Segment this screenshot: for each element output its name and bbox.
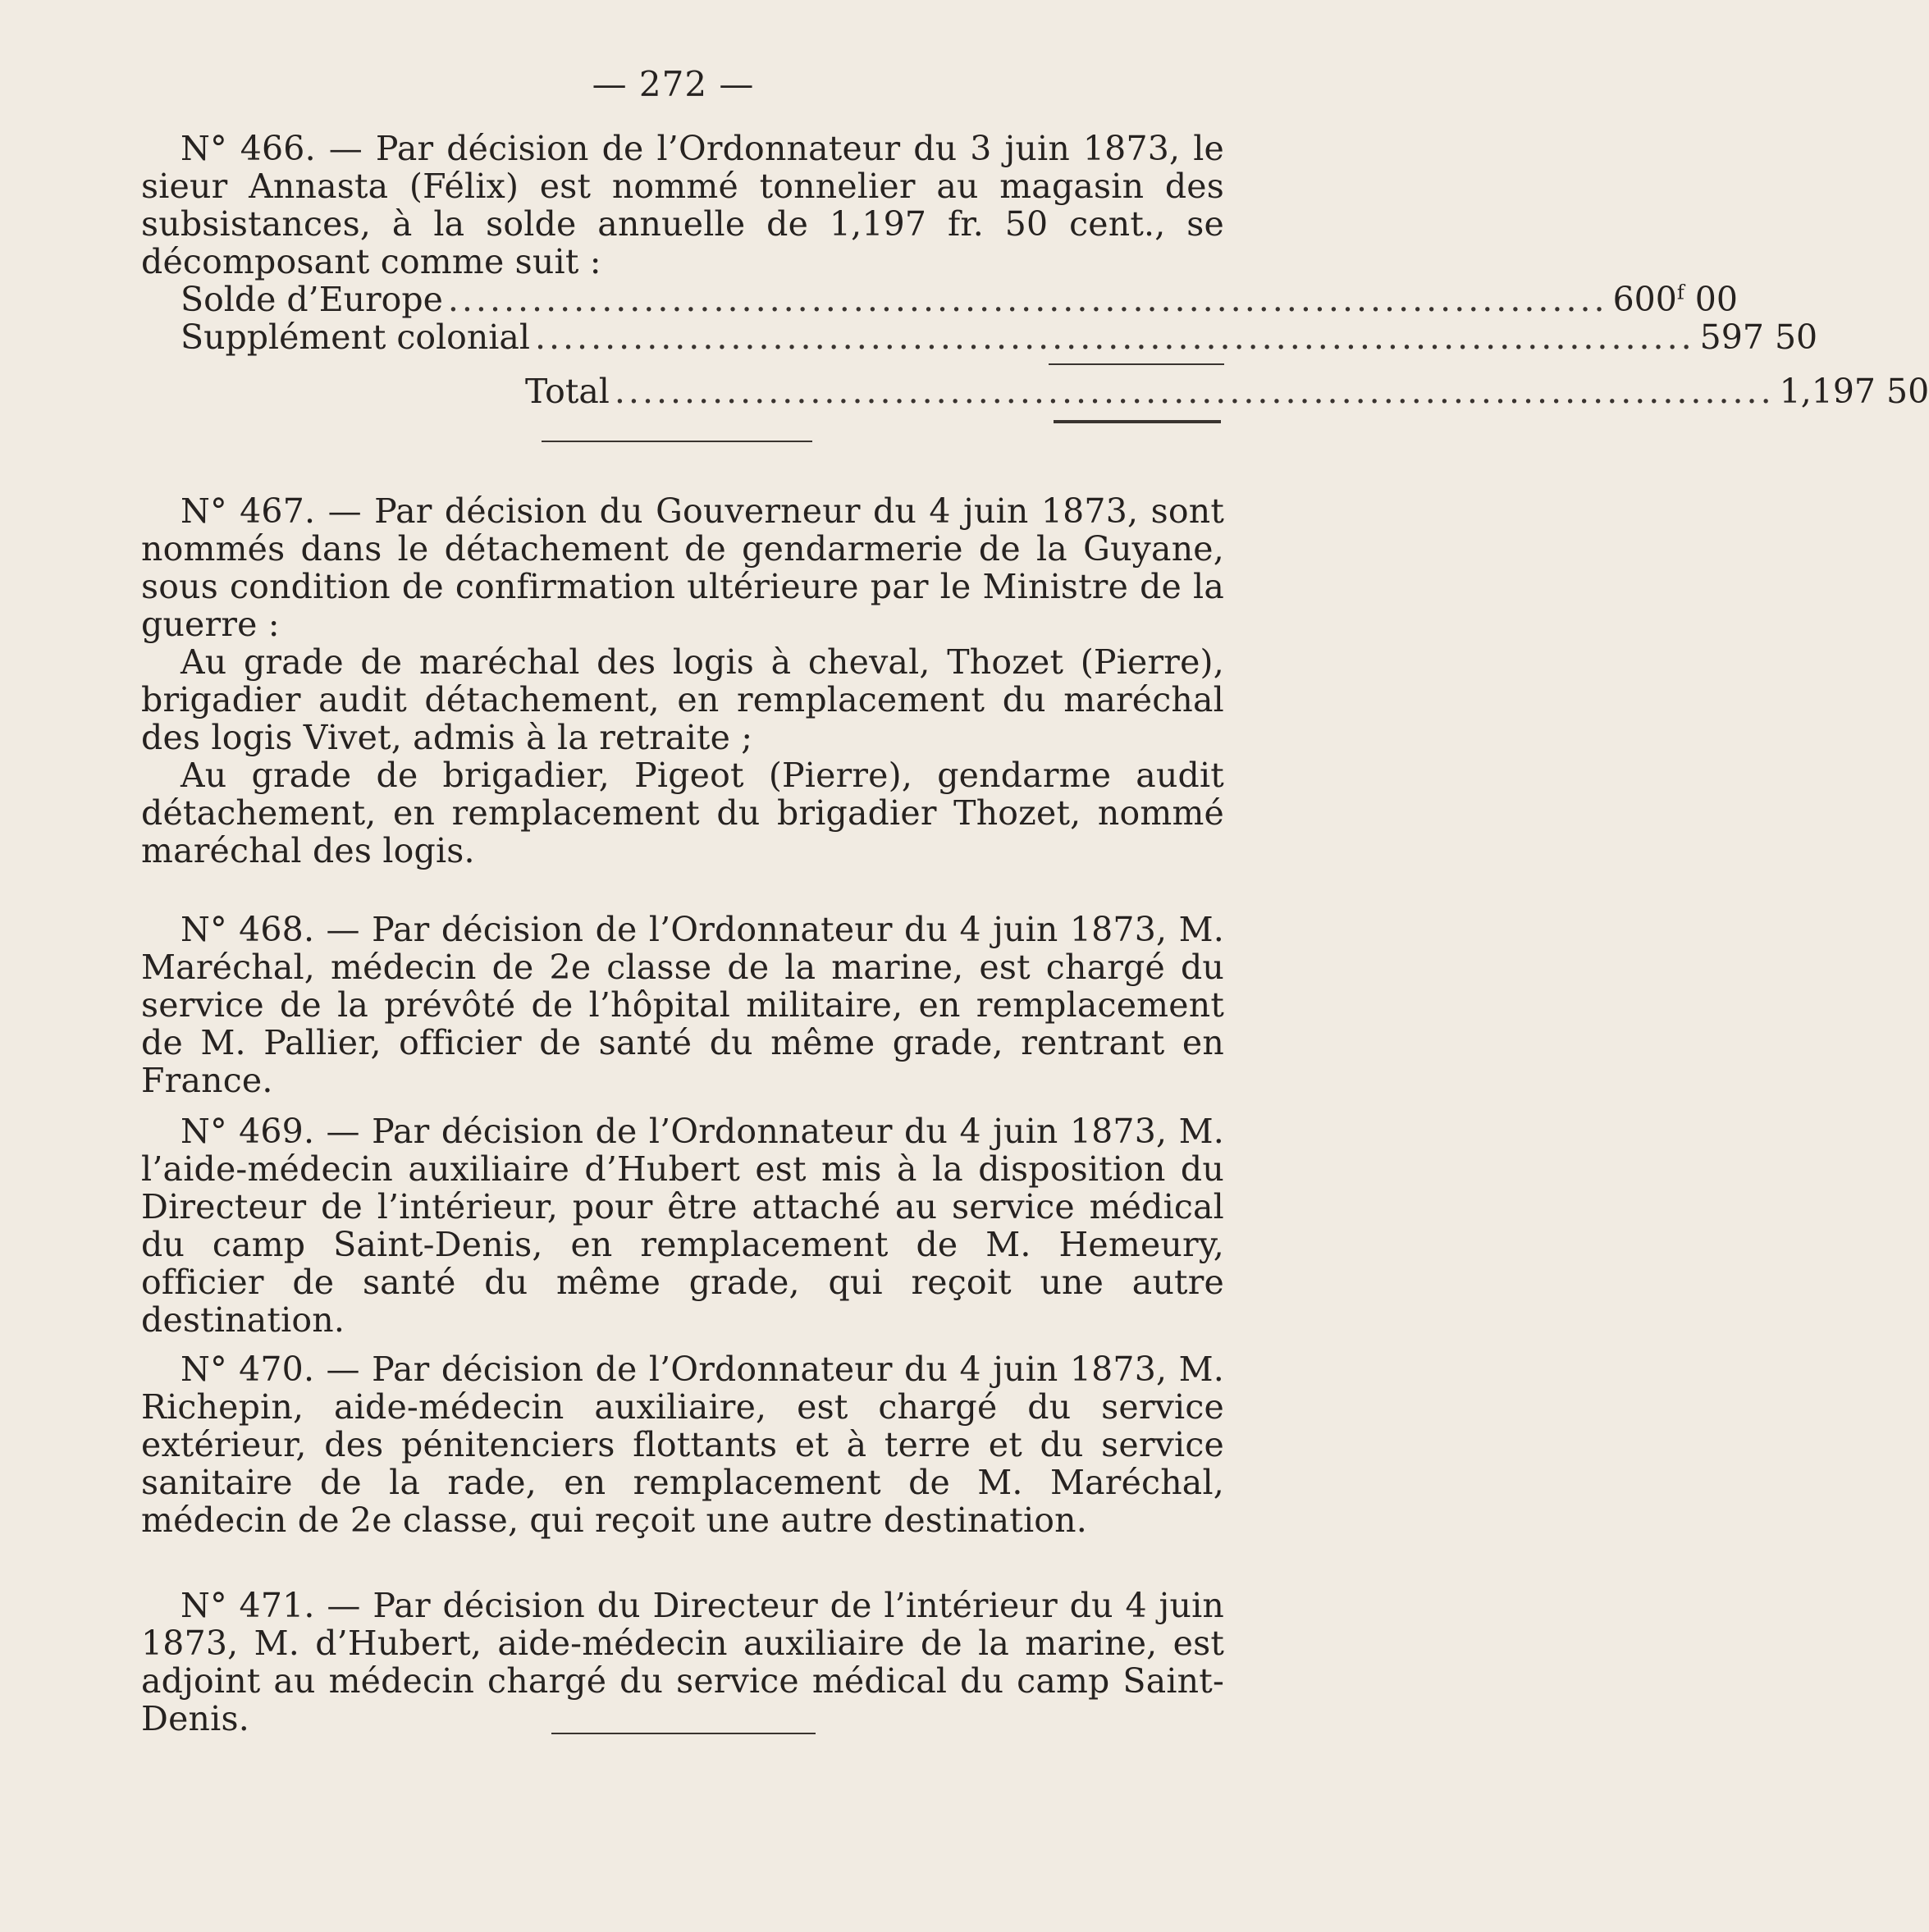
entry-468 <box>141 911 1224 1099</box>
page-number: — 272 — <box>592 64 755 104</box>
closing-separator <box>551 1733 816 1734</box>
total-label: Total <box>525 372 610 411</box>
entry-467-item-1: Au grade de maréchal des logis à cheval, Thozet (Pierre), brigadier audit détachement, en remplacement du maréchal des logis Vivet, admis à la retraite ; <box>141 642 1224 757</box>
section-separator <box>542 441 812 442</box>
leader-dots: ................................................................................... <box>534 317 1695 357</box>
total-amount: 1,197 50 <box>1779 372 1929 411</box>
leader-dots: ................................................................................... <box>447 280 1608 319</box>
entry-470-text: N° 470. — Par décision de l’Ordonnateur du 4 juin 1873, M. Richepin, aide-médecin auxiliaire, est chargé du service extérieur, des pénitenciers flottants et à terre et du service sanitaire de la rade, en remplacement de M. Maréchal, médecin de 2e classe, qui reçoit une autre destination. <box>141 1350 1224 1540</box>
breakdown-amount: 597 50 <box>1699 317 1818 357</box>
entry-470 <box>141 1350 1224 1539</box>
entry-468-text: N° 468. — Par décision de l’Ordonnateur du 4 juin 1873, M. Maréchal, médecin de 2e classe de la marine, est chargé du service de la prévôté de l’hôpital militaire, en remplacement de M. Pallier, officier de santé du même grade, rentrant en France. <box>141 910 1224 1100</box>
entry-471 <box>141 1587 1224 1738</box>
breakdown-row-solde <box>141 280 1738 319</box>
breakdown-label: Solde d’Europe <box>181 280 443 319</box>
leader-dots: ................................................................................... <box>614 372 1775 411</box>
total-row <box>525 372 1929 411</box>
entry-466-text: N° 466. — Par décision de l’Ordonnateur du 3 juin 1873, le sieur Annasta (Félix) est nommé tonnelier au magasin des subsistances, à la solde annuelle de 1,197 fr. 50 cent., se décomposant comme suit : <box>141 129 1224 281</box>
breakdown-label: Supplément colonial <box>181 317 530 357</box>
entry-467-intro: N° 467. — Par décision du Gouverneur du 4 juin 1873, sont nommés dans le détachement de gendarmerie de la Guyane, sous condition de confirmation ultérieure par le Ministre de la guerre : <box>141 491 1224 644</box>
entry-469 <box>141 1112 1224 1339</box>
total-underline <box>1054 420 1221 423</box>
entry-471-text: N° 471. — Par décision du Directeur de l’intérieur du 4 juin 1873, M. d’Hubert, aide-médecin auxiliaire de la marine, est adjoint au médecin chargé du service médical du camp Saint-Denis. <box>141 1586 1224 1738</box>
entry-467 <box>141 492 1224 870</box>
breakdown-row-supplement <box>141 317 1818 357</box>
entry-469-text: N° 469. — Par décision de l’Ordonnateur du 4 juin 1873, M. l’aide-médecin auxiliaire d’Hubert est mis à la disposition du Directeur de l’intérieur, pour être attaché au service médical du camp Saint-Denis, en remplacement de M. Hemeury, officier de santé du même grade, qui reçoit une autre destination. <box>141 1112 1224 1340</box>
breakdown-amount: 600$^f$ 00 <box>1612 280 1738 319</box>
entry-467-item-2: Au grade de brigadier, Pigeot (Pierre), gendarme audit détachement, en remplacement du brigadier Thozet, nommé maréchal des logis. <box>141 756 1224 870</box>
entry-466 <box>141 130 1224 281</box>
sum-rule <box>1049 363 1224 365</box>
